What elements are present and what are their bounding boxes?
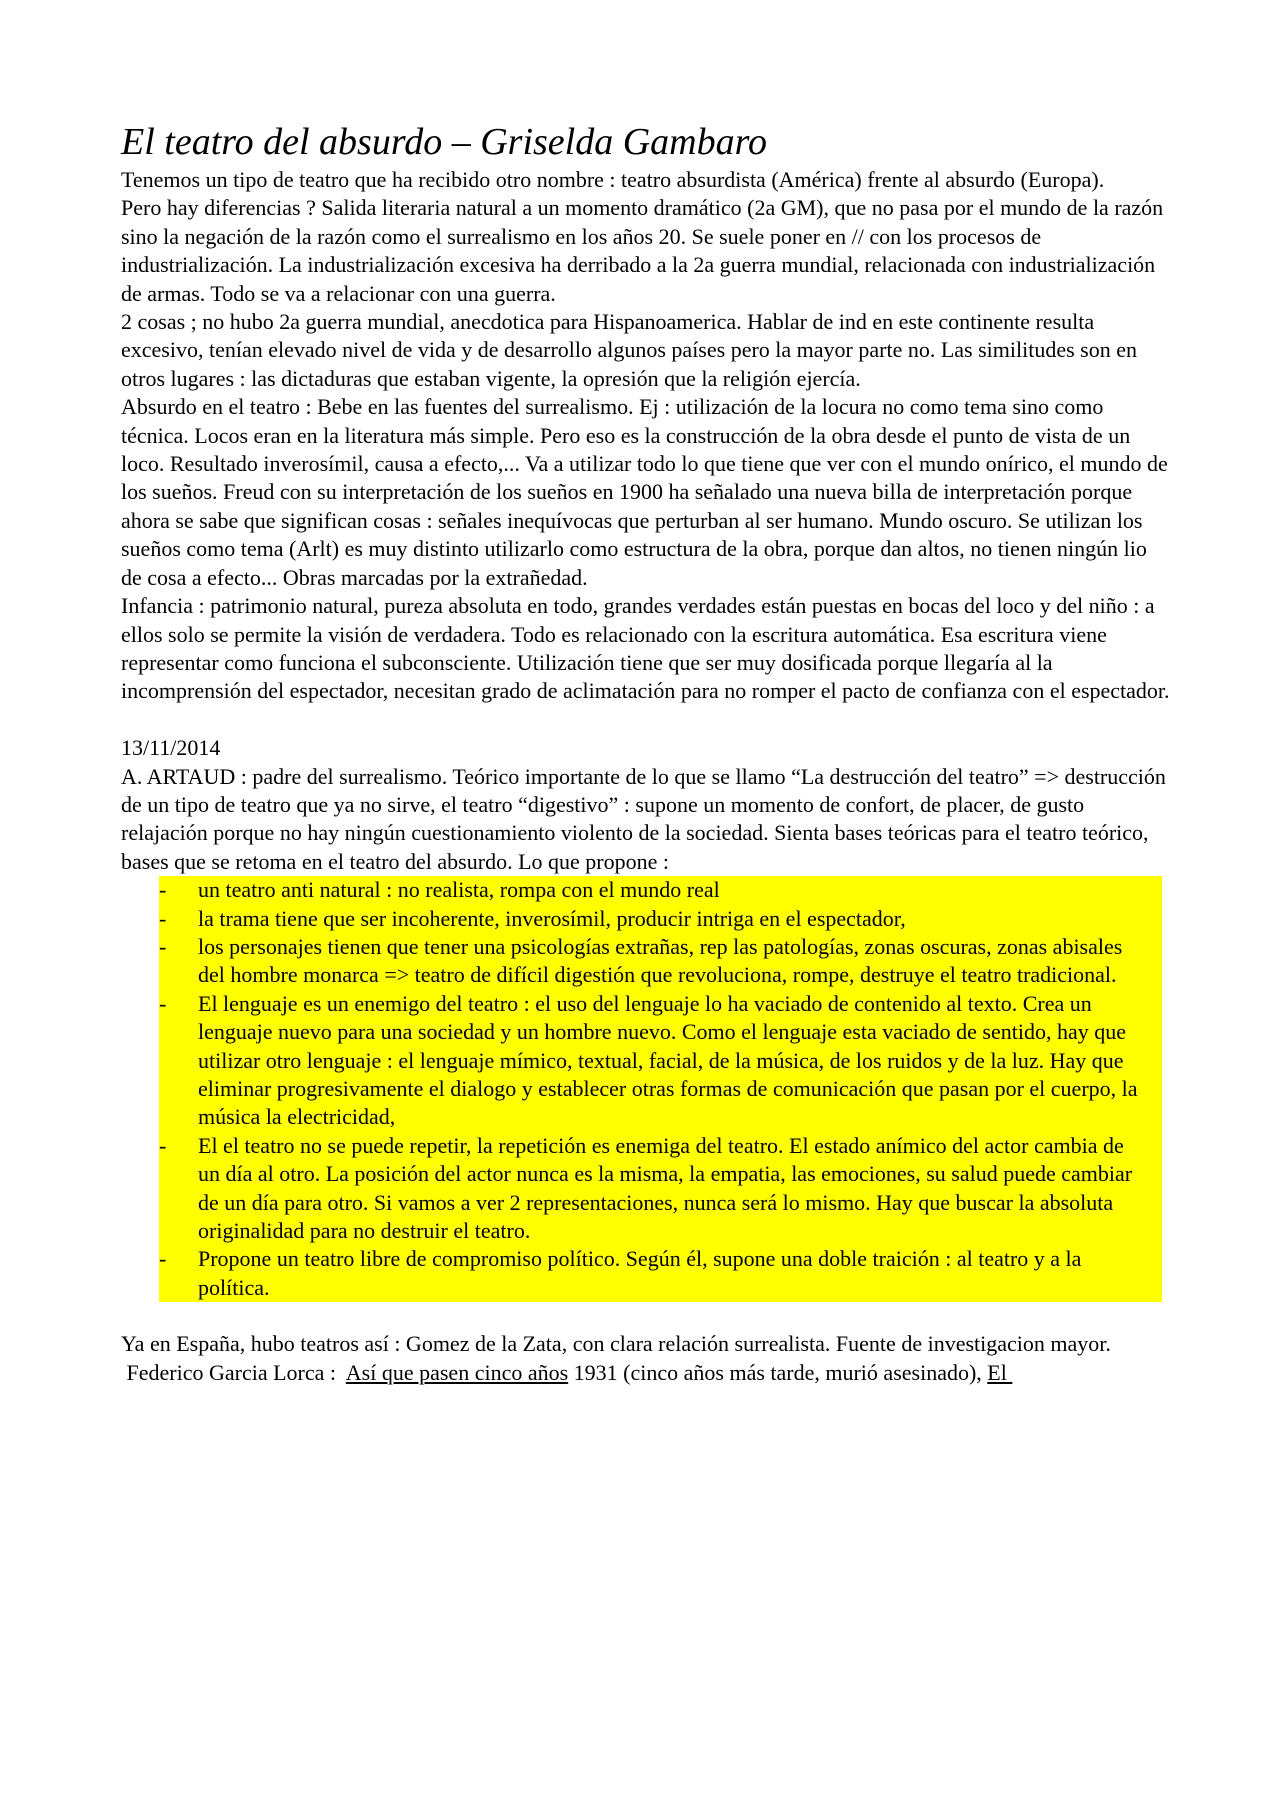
paragraph-lorca [121,1359,1171,1387]
bullet-marker: - [159,877,167,903]
paragraph-intro: Tenemos un tipo de teatro que ha recibido otro nombre : teatro absurdista (América) frente al absurdo (Europa). [121,167,1105,192]
highlighted-bullet-list [159,876,1162,1302]
bullet-marker: - [159,1132,167,1158]
paragraph-spain: Ya en España, hubo teatros así : Gomez de la Zata, con clara relación surrealista. Fuente de investigacion mayor. [121,1331,1111,1357]
paragraph-childhood: Infancia : patrimonio natural, pureza absoluta en todo, grandes verdades están puestas en bocas del loco y del niño : a ellos solo se permite la visión de verdadera. Todo es relacionado con la escritura automática. Esa escritura viene representar como funciona el subconsciente. Utilización tiene que ser muy dosificada porque llegaría al la incomprensión del espectador, necesitan grado de aclimatación para no romper el pacto de confianza con el espectador. [121,593,1170,704]
list-item-text: la trama tiene que ser incoherente, inverosímil, producir intriga en el espectador, [198,905,906,931]
list-item [159,1132,1162,1246]
paragraph-absurd-theatre: Absurdo en el teatro : Bebe en las fuentes del surrealismo. Ej : utilización de la locura no como tema sino como técnica. Locos eran en la literatura más simple. Pero eso es la construcción de la obra desde el punto de vista de un loco. Resultado inverosímil, causa a efecto,... Va a utilizar todo lo que tiene que ver con el mundo onírico, el mundo de los sueños. Freud con su interpretación de los sueños en 1900 ha señalado una nueva billa de interpretación porque ahora se sabe que significan cosas : señales inequívocas que perturban al ser humano. Mundo oscuro. Se utilizan los sueños como tema (Arlt) es muy distinto utilizarlo como estructura de la obra, porque dan altos, no tienen ningún lio de cosa a efecto... Obras marcadas por la extrañedad. [121,394,1168,590]
list-item [159,876,1162,904]
work-title-trailing-underlined: El [987,1359,1013,1385]
list-item-text: un teatro anti natural : no realista, rompa con el mundo real [198,877,720,903]
blank-line [121,706,1171,734]
list-item-text: Propone un teatro libre de compromiso político. Según él, supone una doble traición : al teatro y a la política. [198,1246,1082,1300]
date-heading: 13/11/2014 [121,735,221,761]
lorca-prefix: Federico Garcia Lorca : [121,1359,346,1385]
list-item-text: El el teatro no se puede repetir, la repetición es enemiga del teatro. El estado anímico del actor cambia de un día al otro. La posición del actor nunca es la misma, la empatia, las emociones, su salud puede cambiar de un día para otro. Si vamos a ver 2 representaciones, nunca será lo mismo. Hay que buscar la absoluta originalidad para no destruir el teatro. [198,1132,1133,1244]
paragraph-differences: Pero hay diferencias ? Salida literaria natural a un momento dramático (2a GM), que no pasa por el mundo de la razón sino la negación de la razón como el surrealismo en los años 20. Se suele poner en // con los procesos de industrialización. La industrialización excesiva ha derribado a la 2a guerra mundial, relacionada con industrialización de armas. Todo se va a relacionar con una guerra. [121,195,1164,306]
list-item [159,1245,1162,1302]
lorca-middle: 1931 (cinco años más tarde, murió asesinado), [568,1359,988,1385]
bullet-marker: - [159,933,167,959]
list-item [159,990,1162,1132]
work-title-underlined: Así que pasen cinco años [345,1359,569,1385]
bullet-marker: - [159,990,167,1016]
document-title: El teatro del absurdo – Griselda Gambaro [121,121,767,163]
document-body [121,118,1171,1387]
list-item [159,905,1162,933]
bullet-marker: - [159,905,167,931]
list-item [159,933,1162,990]
paragraph-two-things: 2 cosas ; no hubo 2a guerra mundial, anecdotica para Hispanoamerica. Hablar de ind en este continente resulta excesivo, tenían elevado nivel de vida y de desarrollo algunos países pero la mayor parte no. Las similitudes son en otros lugares : las dictaduras que estaban vigente, la opresión que la religión ejercía. [121,309,1137,391]
bullet-marker: - [159,1246,167,1272]
list-item-text: los personajes tienen que tener una psicologías extrañas, rep las patologías, zonas oscuras, zonas abisales del hombre monarca => teatro de difícil digestión que revoluciona, rompe, destruye el teatro tradicional. [198,933,1123,988]
paragraph-artaud: A. ARTAUD : padre del surrealismo. Teórico importante de lo que se llamo “La destrucción del teatro” => destrucción de un tipo de teatro que ya no sirve, el teatro “digestivo” : supone un momento de confort, de placer, de gusto relajación porque no hay ningún cuestionamiento violento de la sociedad. Sienta bases teóricas para el teatro teórico, bases que se retoma en el teatro del absurdo. Lo que propone : [121,763,1166,874]
list-item-text: El lenguaje es un enemigo del teatro : el uso del lenguaje lo ha vaciado de contenido al texto. Crea un lenguaje nuevo para una sociedad y un hombre nuevo. Como el lenguaje esta vaciado de sentido, hay que utilizar otro lenguaje : el lenguaje mímico, textual, facial, de la música, de los ruidos y de la luz. Hay que eliminar progresivamente el dialogo y establecer otras formas de comunicación que pasan por el cuerpo, la música la electricidad, [198,990,1138,1130]
